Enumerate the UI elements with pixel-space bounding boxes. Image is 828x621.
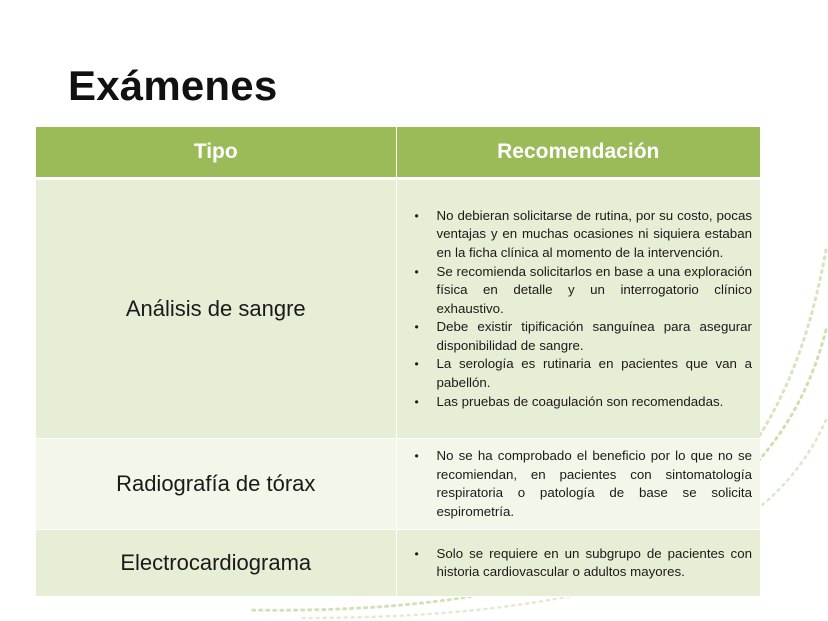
header-recomendacion: Recomendación [396,127,760,179]
recomendacion-cell [396,530,760,597]
tipo-cell: Análisis de sangre [36,179,396,439]
table-row [36,530,760,597]
tipo-cell: Electrocardiograma [36,530,396,597]
recomendacion-cell [396,179,760,439]
recommendation-item: • Las pruebas de coagulación son recomendadas. [405,393,753,412]
tipo-cell: Radiografía de tórax [36,439,396,530]
table-header-row [36,127,760,179]
recommendation-list [397,199,761,420]
recommendation-item: • Debe existir tipificación sanguínea para asegurar disponibilidad de sangre. [405,318,753,355]
exams-table [36,127,760,597]
header-tipo: Tipo [36,127,396,179]
recommendation-list [397,537,761,590]
recommendation-item: • Solo se requiere en un subgrupo de pacientes con historia cardiovascular o adultos mayores. [405,545,753,582]
page-title: Exámenes [68,62,278,109]
recommendation-list [397,439,761,529]
recommendation-item: • No se ha comprobado el beneficio por lo que no se recomiendan, en pacientes con sintomatología respiratoria o patología de base se solicita espirometría. [405,447,753,521]
recomendacion-cell [396,439,760,530]
table-row [36,439,760,530]
recommendation-item: • La serología es rutinaria en pacientes que van a pabellón. [405,355,753,392]
recommendation-item: • Se recomienda solicitarlos en base a una exploración física en detalle y un interrogatorio clínico exhaustivo. [405,263,753,319]
table-row [36,179,760,439]
recommendation-item: • No debieran solicitarse de rutina, por su costo, pocas ventajas y en muchas ocasiones ni siquiera estaban en la ficha clínica al momento de la intervención. [405,207,753,263]
